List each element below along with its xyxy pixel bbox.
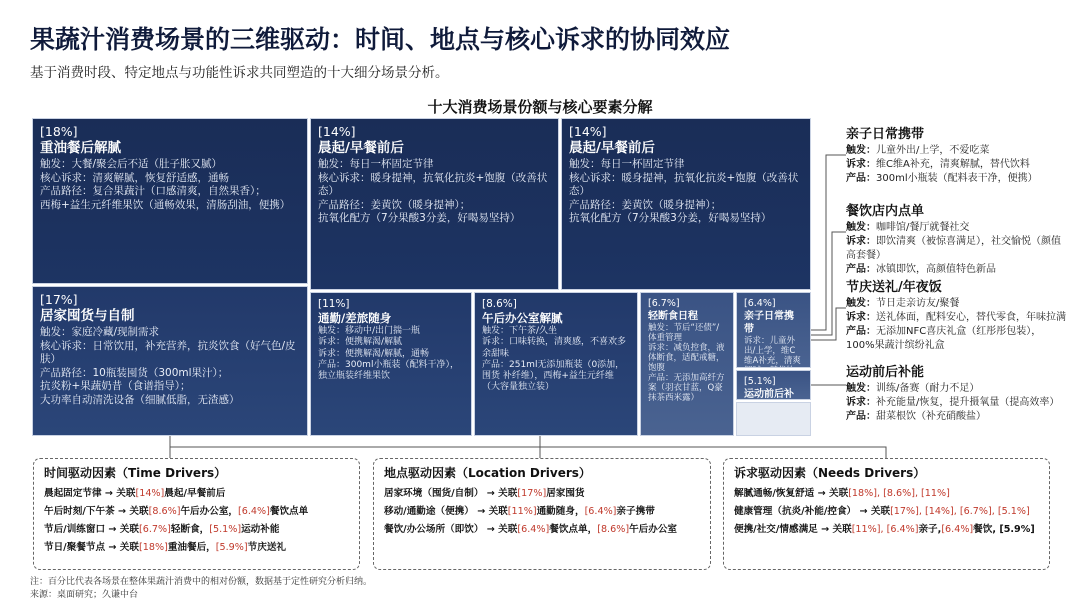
tile-morning-a xyxy=(310,118,559,290)
side-line xyxy=(846,396,1068,410)
side-line-text: 甜菜根饮（补充硝酸盐） xyxy=(876,411,986,422)
treemap-title: 十大消费场景份额与核心要素分解 xyxy=(427,98,653,116)
tile-line: 大功率自动清洗设备（细腻低脂，无渣感） xyxy=(40,393,240,406)
side-line-text: 节日走亲访友/聚餐 xyxy=(876,298,960,309)
tile-line: 诉求：儿童外出/上学，维C维A补充，清爽 xyxy=(744,336,801,366)
tile-line: 核心诉求：清爽解腻，恢复舒适感，通畅 xyxy=(40,171,229,184)
side-line-key: 诉求： xyxy=(846,159,876,170)
share-ref: [17%] xyxy=(517,488,547,499)
tile-line: 触发：节后“还债”/体重管理 xyxy=(648,323,720,343)
driver-label: 健康管理（抗炎/补能/控食） xyxy=(734,506,857,517)
tile-line: 抗炎粉+果蔬奶昔（食谱指导）； xyxy=(40,380,191,392)
side-line-key: 触发： xyxy=(846,298,876,309)
tile-sport-refuel xyxy=(736,370,811,400)
side-line-text: 冰镇即饮，高颜值特色新品 xyxy=(876,264,996,275)
driver-label: 居家环境（囤货/自制） xyxy=(384,488,484,499)
side-line-key: 诉求： xyxy=(846,397,876,408)
tile-share: [6.4%] xyxy=(744,298,776,309)
tile-line: 诉求：口味转换，清爽感，不喜欢多余甜味 xyxy=(482,337,627,359)
side-line xyxy=(846,158,1068,172)
time-drivers-box xyxy=(33,458,360,570)
side-restaurant xyxy=(846,203,1068,277)
side-heading: 亲子日常携带 xyxy=(846,127,925,142)
side-line-key: 诉求： xyxy=(846,236,876,247)
share-ref: [8.6%] xyxy=(148,506,181,517)
side-line xyxy=(846,410,1068,424)
tile-line: 产品：251ml无添加瓶装（0添加，围货 补纤维），西梅+益生元纤维（大容量独立装） xyxy=(482,359,625,393)
tile-line: 产品：无添加高纤方案（羽衣甘蓝，Q豪抹茶西米露） xyxy=(648,373,725,403)
tile-name: 运动前后补 xyxy=(744,389,794,400)
side-line xyxy=(846,325,1068,353)
page-title: 果蔬汁消费场景的三维驱动：时间、地点与核心诉求的协同效应 xyxy=(30,25,731,54)
share-ref: [11%], [6.4%] xyxy=(851,524,919,535)
side-line-text: 咖啡馆/餐厅就餐社交 xyxy=(876,222,970,233)
tile-line: 触发：每日一杯固定节律 xyxy=(569,158,685,170)
side-line xyxy=(846,144,1068,158)
driver-label: 晨起固定节律 xyxy=(44,488,102,499)
arrow-icon: → 关联 xyxy=(817,488,849,499)
scene-name: 午后办公室， xyxy=(180,506,239,517)
source-line: 来源：桌面研究；久谦中台 xyxy=(30,590,139,600)
side-line-text: 儿童外出/上学，不爱吃菜 xyxy=(876,145,990,156)
driver-row xyxy=(384,505,700,519)
tile-line: 产品路径：复合果蔬汁（口感清爽，自然果香）； xyxy=(40,185,266,197)
driver-label: 便携/社交/情感满足 xyxy=(734,524,818,535)
box-heading: 地点驱动因素（Location Drivers） xyxy=(384,466,591,480)
side-heading: 运动前后补能 xyxy=(846,365,925,380)
side-festival xyxy=(846,279,1068,353)
side-heading: 餐饮店内点单 xyxy=(846,204,925,219)
tile-morning-b xyxy=(561,118,811,290)
tile-share: [17%] xyxy=(40,292,78,307)
driver-label: 餐饮/办公场所（即饮） xyxy=(384,524,484,535)
side-line xyxy=(846,297,1068,311)
arrow-icon: → 关联 xyxy=(821,524,852,535)
tile-line: 触发：下午茶/久坐 xyxy=(482,326,558,336)
tile-share: [11%] xyxy=(318,298,350,310)
driver-row xyxy=(734,505,1039,519)
needs-drivers-box xyxy=(723,458,1050,570)
tile-name: 晨起/早餐前后 xyxy=(318,140,404,156)
side-line xyxy=(846,172,1068,186)
arrow-icon: → 关联 xyxy=(104,488,136,499)
side-line-text: 训练/备赛（耐力不足） xyxy=(876,383,980,394)
arrow-icon: → 关联 xyxy=(118,506,149,517)
side-line xyxy=(846,221,1068,235)
connector-restaurant xyxy=(811,232,846,335)
share-ref: [5.1%] xyxy=(209,524,242,535)
arrow-icon: → 关联 xyxy=(108,524,139,535)
tile-line: 诉求：便携解渴/解腻，通畅 xyxy=(318,348,430,359)
tile-line: 核心诉求：暖身提神，抗氧化抗炎+饱腹（改善状态） xyxy=(569,171,799,197)
tile-name: 午后办公室解腻 xyxy=(482,311,563,325)
share-ref: [6.4%] xyxy=(941,524,974,535)
side-line-text: 送礼体面，配料安心，替代零食，年味拉满 xyxy=(876,312,1066,323)
tile-line: 产品路径：姜黄饮（暖身提神）； xyxy=(569,198,722,211)
side-heading: 节庆送礼/年夜饭 xyxy=(846,280,942,295)
tile-kids-carry xyxy=(736,292,811,368)
share-ref: [8.6%] xyxy=(597,524,630,535)
footnote: 注：百分比代表各场景在整体果蔬汁消费中的相对份额，数据基于定性研究分析归纳。 xyxy=(30,577,373,587)
side-sport xyxy=(846,364,1068,424)
location-drivers-box xyxy=(373,458,711,570)
side-line-key: 触发： xyxy=(846,222,876,233)
connector-time xyxy=(170,436,540,447)
tile-line: 核心诉求：日常饮用，补充营养，抗炎饮食（好气色/皮肤） xyxy=(40,339,296,365)
tile-line: 产品路径：姜黄饮（暖身提神）； xyxy=(318,198,471,211)
side-line-key: 产品： xyxy=(846,264,876,275)
side-line xyxy=(846,263,1068,277)
tile-name: 晨起/早餐前后 xyxy=(569,140,655,156)
scene-name: 餐饮, [5.9%] xyxy=(973,524,1035,535)
driver-row xyxy=(44,523,349,537)
share-ref: [18%], [8.6%], [11%] xyxy=(848,488,950,499)
tile-greasy-meal xyxy=(32,118,308,284)
tile-name: 通勤/差旅随身 xyxy=(318,311,392,325)
tile-line: 触发：家庭冷藏/现制需求 xyxy=(40,326,160,338)
driver-row xyxy=(384,523,700,537)
side-line-key: 触发： xyxy=(846,145,876,156)
box-heading: 诉求驱动因素（Needs Drivers） xyxy=(734,466,926,480)
tile-line: 触发：每日一杯固定节律 xyxy=(318,158,434,170)
tile-name: 轻断食日程 xyxy=(648,311,698,322)
side-line xyxy=(846,311,1068,325)
scene-name: 通勤随身， xyxy=(536,506,585,517)
tile-line: 触发：移动中/出门揣一瓶 xyxy=(318,326,421,336)
side-line-text: 无添加NFC喜庆礼盒（红彤彤包装），100%果蔬汁缤纷礼盒 xyxy=(846,326,1042,351)
tile-line: 产品：300ml小瓶装（配料干净），独立瓶装纤维果饮 xyxy=(318,359,459,382)
scene-name: 餐饮点单 xyxy=(269,506,309,517)
arrow-icon: → 关联 xyxy=(486,524,518,535)
share-ref: [17%], [14%], [6.7%], [5.1%] xyxy=(890,506,1030,517)
side-line xyxy=(846,382,1068,396)
tile-commute xyxy=(310,292,472,436)
page-subtitle: 基于消费时段、特定地点与功能性诉求共同塑造的十大细分场景分析。 xyxy=(30,65,449,81)
tile-name: 居家囤货与自制 xyxy=(40,308,135,324)
scene-name: 节庆送礼 xyxy=(247,542,287,553)
tile-share: [14%] xyxy=(569,124,607,139)
arrow-icon: → 关联 xyxy=(477,506,508,517)
driver-row xyxy=(384,487,700,501)
driver-label: 解腻通畅/恢复舒适 xyxy=(734,488,815,499)
tile-remainder xyxy=(736,402,811,436)
side-line-key: 产品： xyxy=(846,326,876,337)
driver-label: 节后/训练窗口 xyxy=(44,524,106,535)
scene-name: 重油餐后， xyxy=(167,542,216,553)
tile-line: 抗氧化配方（7分果酸3分姜，好喝易坚持） xyxy=(569,212,772,224)
scene-name: 亲子, xyxy=(918,524,942,535)
driver-row xyxy=(44,487,349,501)
box-heading: 时间驱动因素（Time Drivers） xyxy=(44,466,227,480)
tile-line: 产品路径：10瓶装囤货（300ml果汁）； xyxy=(40,366,229,379)
driver-label: 移动/通勤途（便携） xyxy=(384,506,474,517)
share-ref: [6.4%] xyxy=(584,506,617,517)
side-line-key: 产品： xyxy=(846,411,876,422)
scene-name: 亲子携带 xyxy=(616,506,655,517)
side-line-text: 补充能量/恢复，提升摄氧量（提高效率） xyxy=(876,397,1060,408)
scene-name: 轻断食， xyxy=(170,524,210,535)
tile-line: 西梅+益生元纤维果饮（通畅效果，清肠刮油，便携） xyxy=(40,198,291,211)
driver-row xyxy=(734,487,1039,501)
scene-name: 居家囤货 xyxy=(546,488,585,499)
tile-line: 抗氧化配方（7分果酸3分姜，好喝易坚持） xyxy=(318,212,521,224)
side-line-key: 产品： xyxy=(846,173,876,184)
share-ref: [6.4%] xyxy=(517,524,550,535)
side-line-key: 触发： xyxy=(846,383,876,394)
side-line-text: 即饮清爽（被惊喜满足），社交愉悦（颜值高套餐） xyxy=(846,236,1061,261)
side-line-key: 诉求： xyxy=(846,312,876,323)
tile-home-stock xyxy=(32,286,308,436)
share-ref: [6.4%] xyxy=(238,506,270,517)
tile-share: [14%] xyxy=(318,124,356,139)
driver-row xyxy=(44,541,349,555)
driver-label: 午后时刻/下午茶 xyxy=(44,506,115,517)
share-ref: [14%] xyxy=(135,488,165,499)
tile-share: [5.1%] xyxy=(744,376,776,387)
driver-row xyxy=(734,523,1039,537)
scene-name: 晨起/早餐前后 xyxy=(164,488,226,499)
tile-share: [6.7%] xyxy=(648,298,680,309)
tile-line: 触发：大餐/聚会后不适（肚子胀又腻） xyxy=(40,158,223,170)
share-ref: [18%] xyxy=(139,542,168,553)
tile-line: 核心诉求：暖身提神，抗氧化抗炎+饱腹（改善状态） xyxy=(318,171,548,197)
side-kids xyxy=(846,126,1068,186)
arrow-icon: → 关联 xyxy=(486,488,518,499)
side-line-text: 维C维A补充，清爽解腻，替代饮料 xyxy=(876,159,1030,170)
connector-festival xyxy=(811,308,846,340)
side-line-text: 300ml小瓶装（配料表干净，便携） xyxy=(876,173,1038,184)
driver-row xyxy=(44,505,349,519)
tile-light-fasting xyxy=(640,292,734,436)
tile-share: [8.6%] xyxy=(482,298,517,310)
share-ref: [5.9%] xyxy=(215,542,248,553)
scene-name: 运动补能 xyxy=(241,524,280,535)
tile-share: [18%] xyxy=(40,124,78,139)
share-ref: [11%] xyxy=(507,506,537,517)
tile-name: 重油餐后解腻 xyxy=(40,140,121,156)
tile-line: 诉求：减负控食，液体断食，适配戒糖，饱腹 xyxy=(648,343,725,373)
tile-line: 诉求：便携解渴/解腻 xyxy=(318,337,403,348)
share-ref: [6.7%] xyxy=(139,524,171,535)
connector-needs xyxy=(540,447,886,458)
driver-label: 节日/聚餐节点 xyxy=(44,542,106,553)
scene-name: 餐饮点单， xyxy=(549,524,598,535)
side-line xyxy=(846,235,1068,263)
arrow-icon: → 关联 xyxy=(859,506,891,517)
arrow-icon: → 关联 xyxy=(108,542,139,553)
connector-kids xyxy=(811,155,846,330)
tile-afternoon-office xyxy=(474,292,638,436)
scene-name: 午后办公室 xyxy=(629,524,678,535)
tile-name: 亲子日常携带 xyxy=(744,311,794,335)
